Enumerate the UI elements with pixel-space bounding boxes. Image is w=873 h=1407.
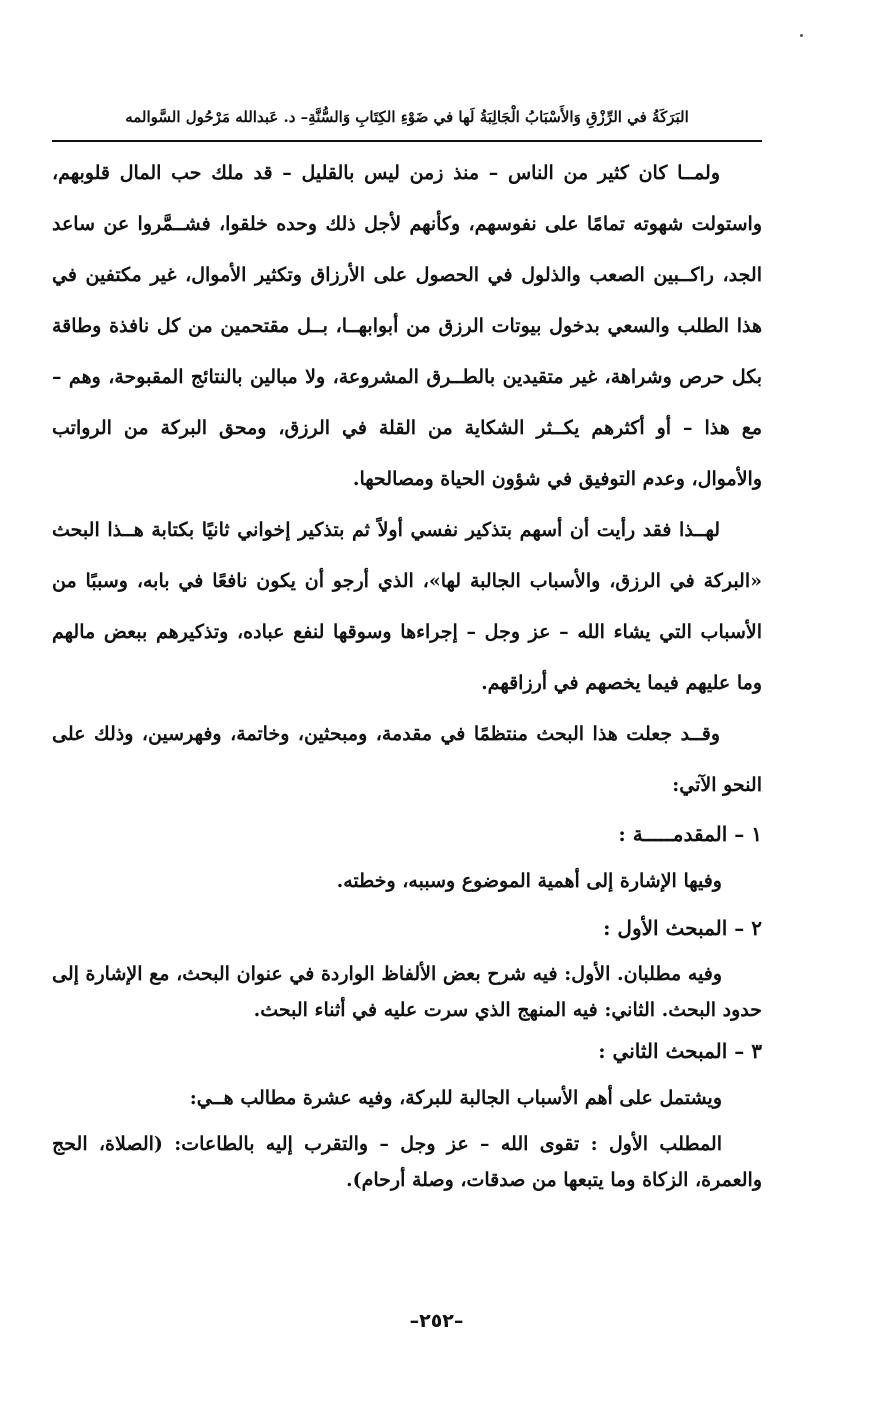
- section-introduction-heading: ١ – المقدمـــــة :: [618, 822, 762, 846]
- page-number: –٢٥٢–: [409, 1310, 464, 1332]
- first-requirement-text: المطلب الأول : تقوى الله – عز وجل – والتقرب إليه بالطاعات: (الصلاة، الحج والعمرة، الزكاة وما يتبعها من صدقات، وصلة أرحام).: [52, 1133, 762, 1191]
- section-first-chapter-heading: ٢ – المبحث الأول :: [603, 916, 762, 940]
- section-second-chapter-text: ويشتمل على أهم الأسباب الجالبة للبركة، وفيه عشرة مطالب هــي:: [189, 1087, 722, 1109]
- structure-paragraph: وقــد جعلت هذا البحث منتظمًا في مقدمة، ومبحثين، وخاتمة، وفهرسين، وذلك على النحو الآتي:: [52, 723, 762, 796]
- page-body: [52, 148, 762, 1198]
- scan-dot: [800, 34, 803, 37]
- section-introduction-text: وفيها الإشارة إلى أهمية الموضوع وسببه، وخطته.: [336, 870, 722, 892]
- intro-paragraph: ولمــا كان كثير من الناس – منذ زمن ليس بالقليل – قد ملك حب المال قلوبهم، واستولت شهوته تمامًا على نفوسهم، وكأنهم لأجل ذلك وحده خلقوا، فشــمَّروا عن ساعد الجد، راكــبين الصعب والذلول في الحصول على الأرزاق وتكثير الأموال، غير مكتفين في هذا الطلب والسعي بدخول بيوتات الرزق من أبوابهــا، بــل مقتحمين من كل نافذة وطاقة بكل حرص وشراهة، غير متقيدين بالطــرق المشروعة، ولا مبالين بالنتائج المقبوحة، وهم – مع هذا – أو أكثرهم يكــثر الشكاية من القلة في الرزق، ومحق البركة من الرواتب والأموال، وعدم التوفيق في شؤون الحياة ومصالحها.: [52, 162, 762, 490]
- header-divider: [52, 140, 762, 142]
- section-first-chapter-text: وفيه مطلبان. الأول: فيه شرح بعض الألفاظ الواردة في عنوان البحث، مع الإشارة إلى حدود البحث. الثاني: فيه المنهج الذي سرت عليه في أثناء البحث.: [52, 963, 762, 1021]
- section-second-chapter-heading: ٣ – المبحث الثاني :: [598, 1039, 762, 1063]
- purpose-paragraph: لهــذا فقد رأيت أن أسهم بتذكير نفسي أولاً ثم بتذكير إخواني ثانيًا بكتابة هــذا البحث «البركة في الرزق، والأسباب الجالبة لها»، الذي أرجو أن يكون نافعًا في بابه، وسببًا من الأسباب التي يشاء الله – عز وجل – إجراءها وسوقها لنفع عباده، وتذكيرهم ببعض مالهم وما عليهم فيما يخصهم في أرزاقهم.: [52, 519, 762, 694]
- running-header-text: البَرَكَةُ في الرِّزْقِ وَالأَسْبَابُ الْجَالِبَةُ لَها في ضَوْءِ الكِتَابِ وَالسُّنَّةِ– د. عَبدالله مَرْحُول السَّوالمه: [125, 108, 689, 126]
- running-header: [52, 102, 762, 132]
